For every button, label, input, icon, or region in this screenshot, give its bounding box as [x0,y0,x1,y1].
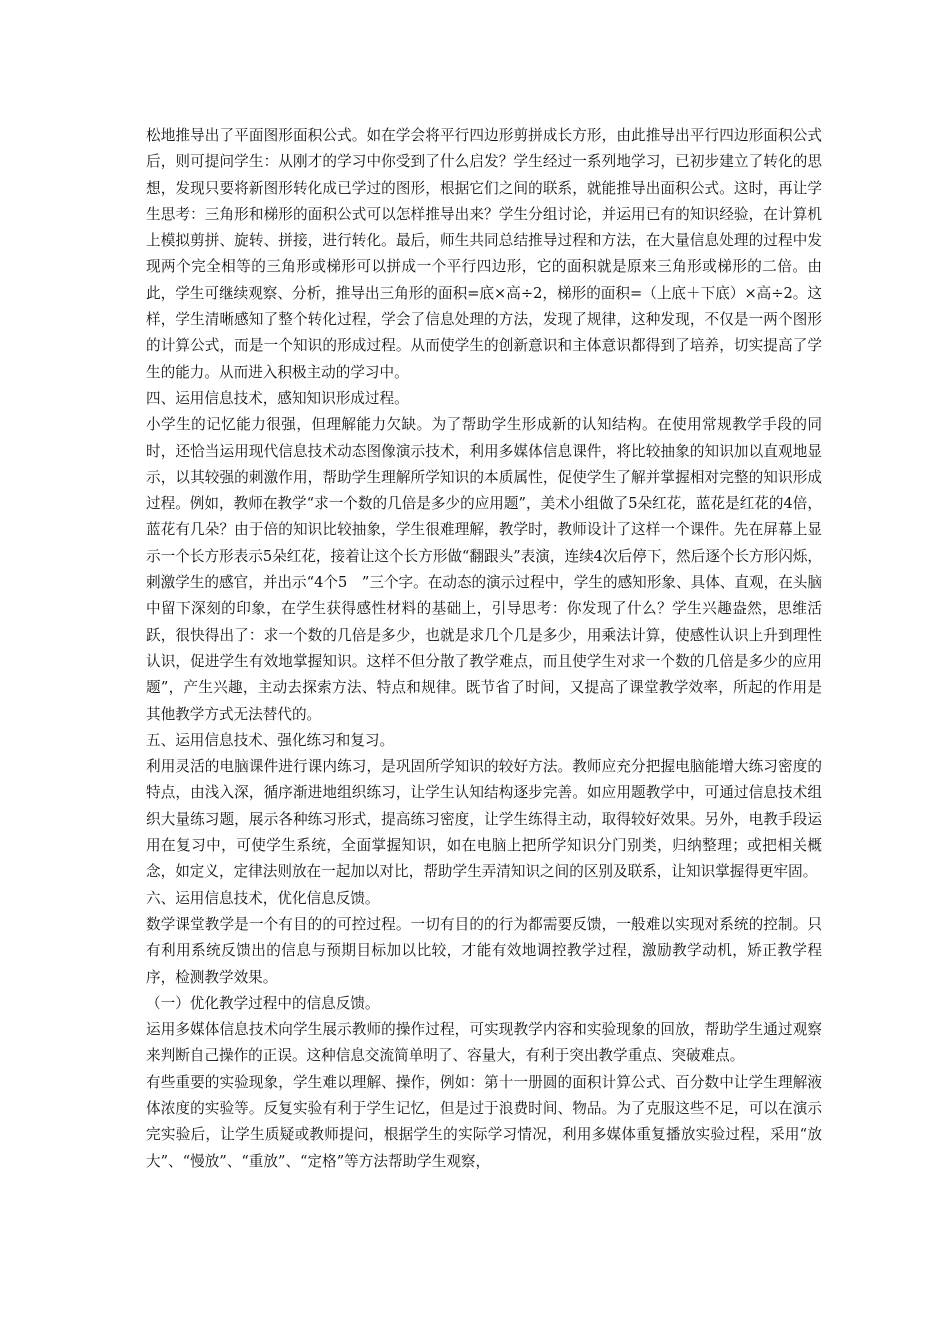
subheading-feedback-1: （一）优化教学过程中的信息反馈。 [146,994,380,1012]
paragraph-practice-review: 利用灵活的电脑课件进行课内练习，是巩固所学知识的较好方法。教师应充分把握电脑能增大练习密度的特点，由浅入深，循序渐进地组织练习，让学生认知结构逐步完善。如应用题教学中，可通过信息技术组织大量练习题，展示各种练习形式，提高练习密度，让学生练得主动，取得较好效果。另外，电教手段运用在复习中，可使学生系统，全面掌握知识，如在电脑上把所学知识分门别类，归纳整理；或把相关概念，如定义，定律法则放在一起加以对比，帮助学生弄清知识之间的区别及联系，让知识掌握得更牢固。 [146,758,822,881]
paragraph-formula-derivation: 松地推导出了平面图形面积公式。如在学会将平行四边形剪拼成长方形，由此推导出平行四边形面积公式后，则可提问学生：从刚才的学习中你受到了什么启发？学生经过一系列地学习，已初步建立了转化的思想，发现只要将新图形转化成已学过的图形，根据它们之间的联系，就能推导出面积公式。这时，再让学生思考：三角形和梯形的面积公式可以怎样推导出来？学生分组讨论，并运用已有的知识经验，在计算机上模拟剪拼、旋转、拼接，进行转化。最后，师生共同总结推导过程和方法，在大量信息处理的过程中发现两个完全相等的三角形或梯形可以拼成一个平行四边形，它的面积就是原来三角形或梯形的二倍。由此，学生可继续观察、分析，推导出三角形的面积=底×高÷2，梯形的面积=（上底＋下底）×高÷2。这样，学生清晰感知了整个转化过程，学会了信息处理的方法，发现了规律，这种发现，不仅是一两个图形的计算公式，而是一个知识的形成过程。从而使学生的创新意识和主体意识都得到了培养，切实提高了学生的能力。从而进入积极主动的学习中。 [146,127,822,381]
paragraph-experiment-replay: 有些重要的实验现象，学生难以理解、操作，例如：第十一册圆的面积计算公式、百分数中让学生理解液体浓度的实验等。反复实验有利于学生记忆，但是过于浪费时间、物品。为了克服这些不足，可以在演示完实验后，让学生质疑或教师提问，根据学生的实际学习情况，利用多媒体重复播放实验过程，采用“放大”、“慢放”、“重放”、“定格”等方法帮助学生观察， [146,1073,822,1170]
paragraph-multimedia-demo: 运用多媒体信息技术向学生展示教师的操作过程，可实现教学内容和实验现象的回放，帮助学生通过观察来判断自己操作的正误。这种信息交流简单明了、容量大，有利于突出教学重点、突破难点。 [146,1021,822,1065]
heading-section-6: 六、运用信息技术，优化信息反馈。 [146,889,380,907]
document-body [146,123,822,1175]
paragraph-feedback-control: 数学课堂教学是一个有目的的可控过程。一切有目的的行为都需要反馈，一般难以实现对系统的控制。只有利用系统反馈出的信息与预期目标加以比较，才能有效地调控教学过程，激励教学动机，矫正教学程序，检测教学效果。 [146,915,822,986]
heading-section-4: 四、运用信息技术，感知知识形成过程。 [146,389,409,407]
paragraph-knowledge-formation: 小学生的记忆能力很强，但理解能力欠缺。为了帮助学生形成新的认知结构。在使用常规教学手段的同时，还恰当运用现代信息技术动态图像演示技术，利用多媒体信息课件，将比较抽象的知识加以直观地显示，以其较强的刺激作用，帮助学生理解所学知识的本质属性，促使学生了解并掌握相对完整的知识形成过程。例如，教师在教学“求一个数的几倍是多少的应用题”，美术小组做了5朵红花，蓝花是红花的4倍，蓝花有几朵？由于倍的知识比较抽象，学生很难理解，教学时，教师设计了这样一个课件。先在屏幕上显示一个长方形表示5朵红花，接着让这个长方形做“翻跟头”表演，连续4次后停下，然后逐个长方形闪烁，刺激学生的感官，并出示“4个5 ”三个字。在动态的演示过程中，学生的感知形象、具体、直观，在头脑中留下深刻的印象，在学生获得感性材料的基础上，引导思考：你发现了什么？学生兴趣盎然，思维活跃，很快得出了：求一个数的几倍是多少，也就是求几个几是多少，用乘法计算，使感性认识上升到理性认识，促进学生有效地掌握知识。这样不但分散了教学难点，而且使学生对求一个数的几倍是多少的应用题”，产生兴趣，主动去探索方法、特点和规律。既节省了时间，又提高了课堂教学效率，所起的作用是其他教学方式无法替代的。 [146,416,822,723]
heading-section-5: 五、运用信息技术、强化练习和复习。 [146,731,395,749]
